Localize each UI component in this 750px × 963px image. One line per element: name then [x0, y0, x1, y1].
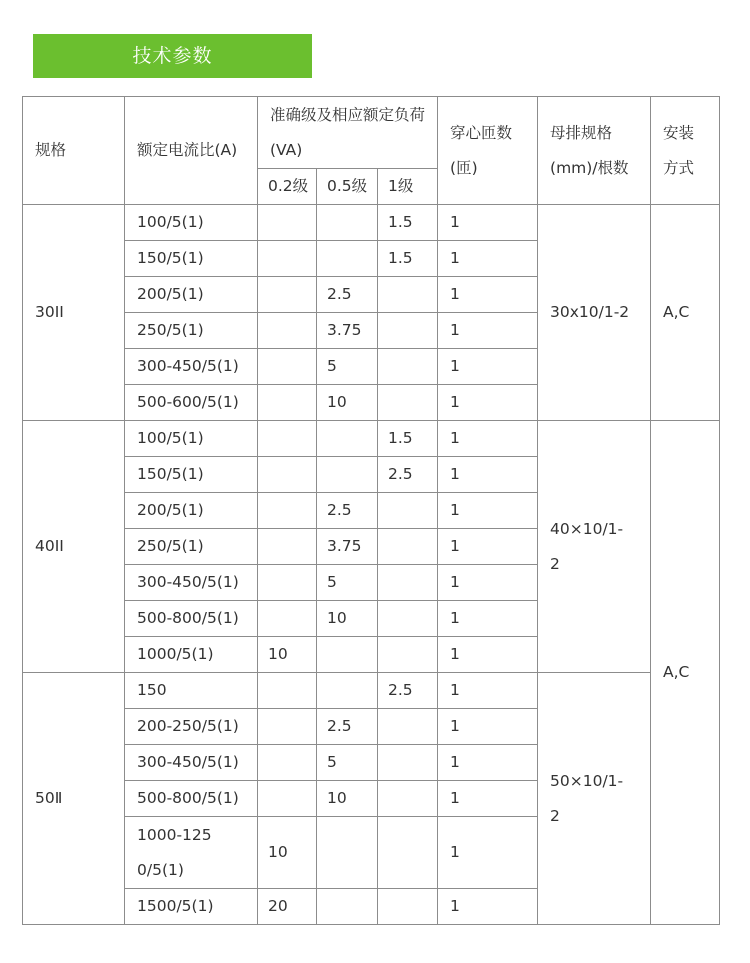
class-05-cell: [317, 889, 378, 925]
spec-table: [22, 96, 720, 925]
class-1-cell: 2.5: [378, 673, 438, 709]
turns-cell: 1: [438, 529, 538, 565]
class-05-cell: [317, 457, 378, 493]
class-05-cell: 5: [317, 349, 378, 385]
class-02-cell: [258, 565, 317, 601]
class-02-cell: [258, 349, 317, 385]
class-1-cell: [378, 313, 438, 349]
mount-cell: A,C: [651, 205, 720, 421]
mount-cell: A,C: [651, 421, 720, 925]
class-02-cell: [258, 421, 317, 457]
ratio-cell: 200/5(1): [125, 493, 258, 529]
class-02-cell: 20: [258, 889, 317, 925]
class-02-cell: [258, 601, 317, 637]
section-title-banner: 技术参数: [33, 34, 312, 78]
class-1-cell: [378, 565, 438, 601]
ratio-cell: 200-250/5(1): [125, 709, 258, 745]
class-02-cell: [258, 493, 317, 529]
turns-cell: 1: [438, 817, 538, 889]
header-turns: 穿心匝数(匝): [438, 97, 538, 205]
class-02-cell: [258, 745, 317, 781]
turns-cell: 1: [438, 745, 538, 781]
class-05-cell: 3.75: [317, 529, 378, 565]
turns-cell: 1: [438, 781, 538, 817]
ratio-cell: 150/5(1): [125, 241, 258, 277]
turns-cell: 1: [438, 565, 538, 601]
ratio-cell: 150/5(1): [125, 457, 258, 493]
class-02-cell: [258, 457, 317, 493]
class-05-cell: [317, 205, 378, 241]
class-02-cell: [258, 313, 317, 349]
class-1-cell: 1.5: [378, 421, 438, 457]
spec-cell: 50Ⅱ: [23, 673, 125, 925]
turns-cell: 1: [438, 421, 538, 457]
table-row: [23, 673, 720, 709]
class-05-cell: 5: [317, 745, 378, 781]
class-1-cell: [378, 277, 438, 313]
ratio-cell: 300-450/5(1): [125, 745, 258, 781]
turns-cell: 1: [438, 385, 538, 421]
header-mount: 安装方式: [651, 97, 720, 205]
class-05-cell: 10: [317, 781, 378, 817]
ratio-cell: 100/5(1): [125, 205, 258, 241]
header-load: 准确级及相应额定负荷(VA): [258, 97, 438, 169]
table-row: [23, 205, 720, 241]
class-05-cell: [317, 637, 378, 673]
class-1-cell: [378, 781, 438, 817]
spec-cell: 30II: [23, 205, 125, 421]
class-02-cell: [258, 205, 317, 241]
ratio-cell: 500-800/5(1): [125, 781, 258, 817]
turns-cell: 1: [438, 493, 538, 529]
class-1-cell: 1.5: [378, 241, 438, 277]
class-1-cell: [378, 889, 438, 925]
class-02-cell: [258, 277, 317, 313]
turns-cell: 1: [438, 601, 538, 637]
class-1-cell: [378, 709, 438, 745]
class-05-cell: 2.5: [317, 709, 378, 745]
class-02-cell: [258, 781, 317, 817]
busbar-cell: 30x10/1-2: [538, 205, 651, 421]
ratio-cell: 1500/5(1): [125, 889, 258, 925]
turns-cell: 1: [438, 313, 538, 349]
header-class-02: 0.2级: [258, 169, 317, 205]
class-02-cell: [258, 241, 317, 277]
spec-cell: 40II: [23, 421, 125, 673]
class-05-cell: [317, 421, 378, 457]
class-05-cell: 10: [317, 601, 378, 637]
turns-cell: 1: [438, 673, 538, 709]
class-05-cell: 5: [317, 565, 378, 601]
turns-cell: 1: [438, 349, 538, 385]
ratio-cell: 200/5(1): [125, 277, 258, 313]
turns-cell: 1: [438, 709, 538, 745]
turns-cell: 1: [438, 241, 538, 277]
header-spec: 规格: [23, 97, 125, 205]
ratio-cell: 500-600/5(1): [125, 385, 258, 421]
class-1-cell: [378, 385, 438, 421]
class-02-cell: [258, 529, 317, 565]
class-02-cell: [258, 673, 317, 709]
class-1-cell: 2.5: [378, 457, 438, 493]
class-1-cell: [378, 745, 438, 781]
class-1-cell: [378, 601, 438, 637]
busbar-cell: 50×10/1-2: [538, 673, 651, 925]
ratio-cell: 500-800/5(1): [125, 601, 258, 637]
header-class-1: 1级: [378, 169, 438, 205]
class-05-cell: 2.5: [317, 493, 378, 529]
busbar-cell: 40×10/1-2: [538, 421, 651, 673]
header-ratio: 额定电流比(A): [125, 97, 258, 205]
ratio-cell: 1000-1250/5(1): [125, 817, 258, 889]
class-05-cell: 3.75: [317, 313, 378, 349]
ratio-cell: 100/5(1): [125, 421, 258, 457]
turns-cell: 1: [438, 637, 538, 673]
class-05-cell: [317, 241, 378, 277]
ratio-cell: 300-450/5(1): [125, 349, 258, 385]
class-05-cell: 10: [317, 385, 378, 421]
header-class-05: 0.5级: [317, 169, 378, 205]
class-05-cell: 2.5: [317, 277, 378, 313]
class-1-cell: [378, 349, 438, 385]
class-1-cell: [378, 493, 438, 529]
class-1-cell: [378, 817, 438, 889]
header-row-1: [23, 97, 720, 169]
class-02-cell: [258, 385, 317, 421]
class-05-cell: [317, 673, 378, 709]
ratio-cell: 1000/5(1): [125, 637, 258, 673]
class-1-cell: [378, 637, 438, 673]
class-02-cell: [258, 709, 317, 745]
turns-cell: 1: [438, 457, 538, 493]
turns-cell: 1: [438, 205, 538, 241]
ratio-cell: 300-450/5(1): [125, 565, 258, 601]
table-row: [23, 421, 720, 457]
ratio-cell: 150: [125, 673, 258, 709]
turns-cell: 1: [438, 277, 538, 313]
class-02-cell: 10: [258, 637, 317, 673]
class-1-cell: [378, 529, 438, 565]
class-05-cell: [317, 817, 378, 889]
turns-cell: 1: [438, 889, 538, 925]
class-1-cell: 1.5: [378, 205, 438, 241]
ratio-cell: 250/5(1): [125, 313, 258, 349]
ratio-cell: 250/5(1): [125, 529, 258, 565]
class-02-cell: 10: [258, 817, 317, 889]
header-busbar: 母排规格(mm)/根数: [538, 97, 651, 205]
